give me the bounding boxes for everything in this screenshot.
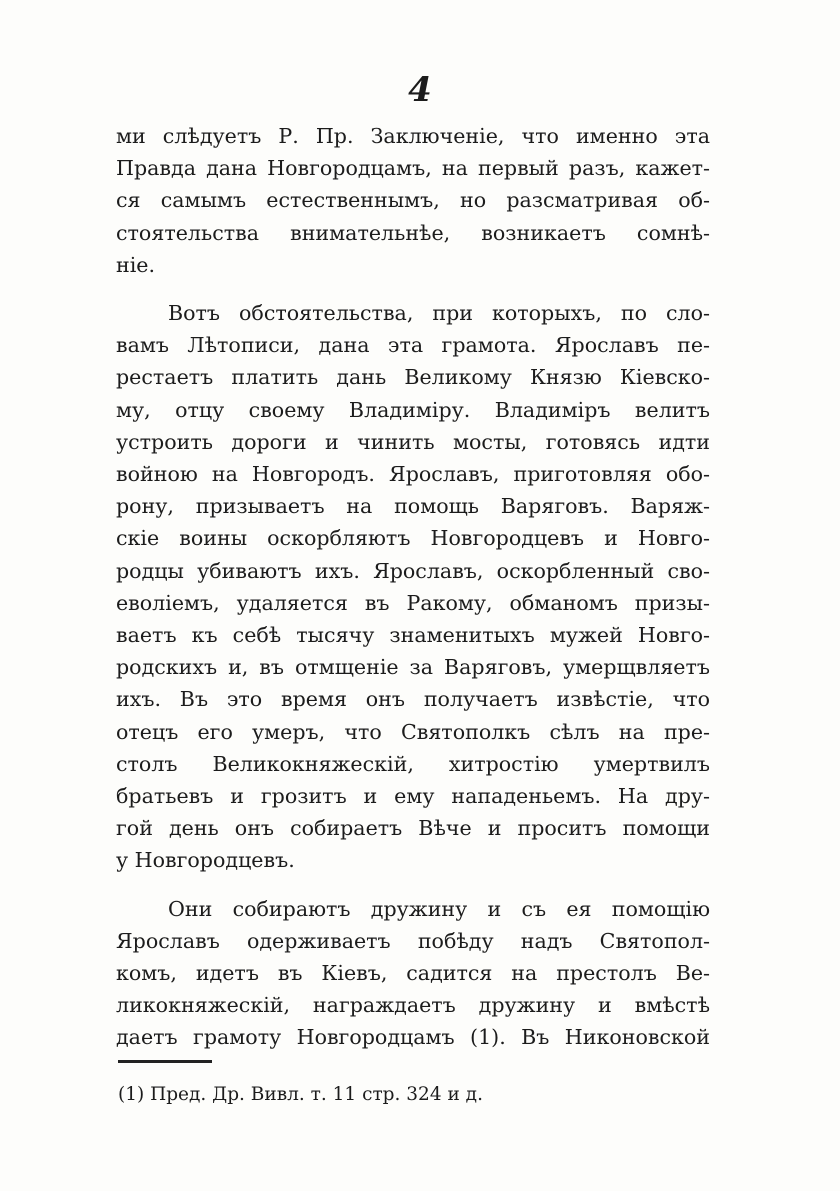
text-line: рону, призываетъ на помощь Варяговъ. Варяж- xyxy=(116,494,710,519)
text-line: скіе воины оскорбляютъ Новгородцевъ и Новго- xyxy=(116,526,710,551)
text-line: ваетъ къ себѣ тысячу знаменитыхъ мужей Новго- xyxy=(116,623,710,648)
text-line: Ярославъ одерживаетъ побѣду надъ Святопол- xyxy=(116,928,710,953)
text-line: родскихъ и, въ отмщеніе за Варяговъ, умерщвляетъ xyxy=(116,655,710,680)
text-line: братьевъ и грозитъ и ему нападеньемъ. На дру- xyxy=(116,784,710,809)
text-line: Правда дана Новгородцамъ, на первый разъ, кажет- xyxy=(116,156,710,181)
text-line: столъ Великокняжескій, хитростію умертвилъ xyxy=(116,751,710,776)
paragraph-2 xyxy=(116,297,710,877)
text-line: даетъ грамоту Новгородцамъ (1). Въ Никоновской xyxy=(116,1025,710,1050)
text-line: вамъ Лѣтописи, дана эта грамота. Ярославъ пе- xyxy=(116,333,710,358)
text-line: стоятельства внимательнѣе, возникаетъ сомнѣ- xyxy=(116,220,710,245)
text-line: гой день онъ собираетъ Вѣче и проситъ помощи xyxy=(116,816,710,841)
text-line: ихъ. Въ это время онъ получаетъ извѣстіе, что xyxy=(116,687,710,712)
text-line: ся самымъ естественнымъ, но разсматривая об- xyxy=(116,188,710,213)
text-line: у Новгородцевъ. xyxy=(116,848,295,873)
text-line: Они собираютъ дружину и съ ея помощію xyxy=(168,896,710,921)
text-line: му, отцу своему Владиміру. Владиміръ велитъ xyxy=(116,397,710,422)
paragraph-1 xyxy=(116,120,710,281)
text-line: Вотъ обстоятельства, при которыхъ, по сло- xyxy=(168,301,710,326)
footnote-divider xyxy=(118,1060,212,1063)
text-line: рестаетъ платить дань Великому Князю Кіевско- xyxy=(116,365,710,390)
footnote: (1) Пред. Др. Вивл. т. 11 стр. 324 и д. xyxy=(118,1084,483,1105)
text-line: ликокняжескій, награждаетъ дружину и вмѣстѣ xyxy=(116,993,710,1018)
text-line: войною на Новгородъ. Ярославъ, приготовляя обо- xyxy=(116,462,710,487)
text-line: комъ, идетъ въ Кіевъ, садится на престолъ Ве- xyxy=(116,961,710,986)
text-line: ніе. xyxy=(116,252,156,277)
main-text xyxy=(116,120,710,1054)
page-number: 4 xyxy=(408,70,432,110)
paragraph-3 xyxy=(116,893,710,1054)
text-line: еволіемъ, удаляется въ Ракому, обманомъ призы- xyxy=(116,590,710,615)
text-line: ми слѣдуетъ Р. Пр. Заключеніе, что именно эта xyxy=(116,124,710,148)
text-line: родцы убиваютъ ихъ. Ярославъ, оскорбленный сво- xyxy=(116,558,710,583)
text-line: отецъ его умеръ, что Святополкъ сѣлъ на пре- xyxy=(116,719,710,744)
text-line: устроить дороги и чинить мосты, готовясь идти xyxy=(116,429,710,454)
